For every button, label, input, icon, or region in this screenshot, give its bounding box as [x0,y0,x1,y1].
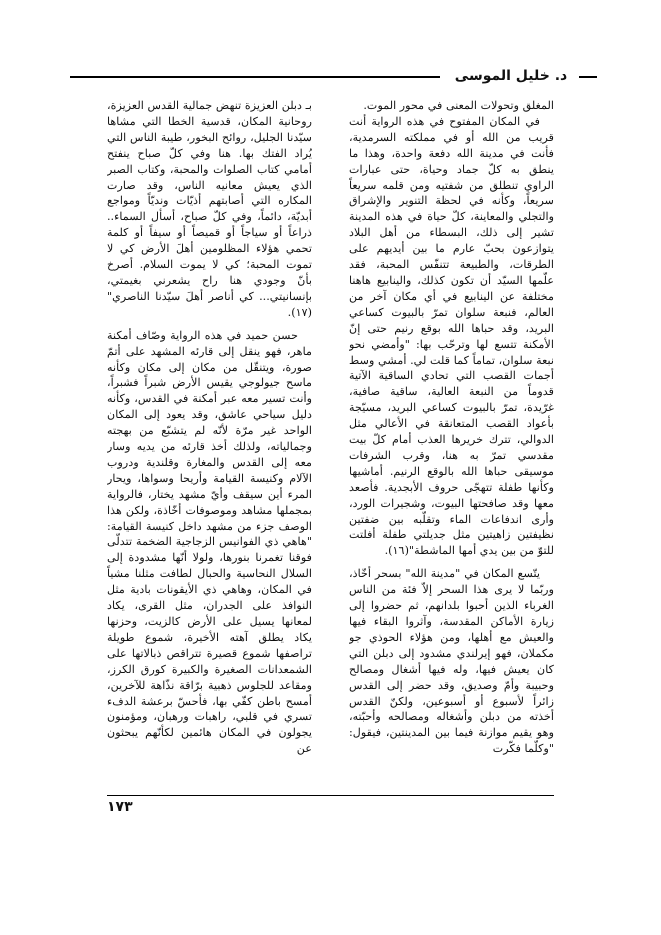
header-rule-left [70,76,440,78]
footer-rule [107,795,554,796]
paragraph: يتّسع المكان في "مدينة الله" بسحر أخّاذ، وربّما لا يرى هذا السحر إلاّ فئة من الناس الغرباء الذين أحبوا بلدانهم، ثم حضروا إلى زيارة الأماكن المقدسة، وآثروا البقاء فيها والعيش مع أهلها، ومن هؤلاء الحوذي جو مكملان، فهو إيرلندي مشدود إلى دبلن التي كان يعيش فيها، وله فيها أشغال ومصالح وحبيبة وأمّ وصديق، وقد حضر إلى القدس زائراً لأسبوع أو أسبوعين، ولكنّ القدس أخذته من دبلن وأشغاله ومصالحه وأحبّته، وهو يقيم موازنة فيما بين المدينتين، فيقول: "وكلّما فكّرت [349,567,554,756]
paragraph: في المكان المفتوح في هذه الرواية أنت قريب من الله أو في مملكته السرمدية، فأنت في مدينة الله دفعة واحدة، وهذا ما ينطق به كلّ جماد وحياة، حتى عبارات الراوي تنطلق من شفتيه ومن قلمه سريعاً سريعاً، وكأنه في لحظة التنوير والإشراق والتجلي والمعاينة، كلّ حياة في هذه المدينة تشير إلى ذلك، البسطاء من أهل البلاد يتوازعون بحبّ عارم ما بين أيديهم على الطرقات، والطبيعة تتنفّس المحبة، فقد علّمها السيّد أن تكون كذلك، والينابيع هاهنا مختلفة عن الينابيع في أي مكان آخر من العالم، فنبعة سلوان تمرّ بالبيوت كساعي البريد، وقد حباها الله بوقع رنيم حتى إنّ الأمكنة تتسع لها وترحّب بها: "وأمضي نحو نبعة سلوان، تماماً كما قلت لي. أمشي وسط أجمات القصب التي تحادي الساقية الآتية قدوماً من النبعة العالية، ساقية صافية، غرّيدة، تمرّ بالبيوت كساعي البريد، مسيّجة بأعواد القصب المتعانقة في الأعالي مثل الدوالي، تترك خريرها العذب أمام كلّ بيت مقدسي تمرّ به هنا، وقرب الشرفات موسيقى حباها الله بالوقع الرنيم. أماشيها وكأنها طفلة تتهجّى حروف الأبجدية. فأصعد معها وقد صافحتها البيوت، وشجيرات الورد، وأرى اندفاعات الماء وتقلّبه بين ضفتين نظيفتين زاهيتين مثل جديلتي طفلة أفلتت للتوّ من بين يدي أمها الماشطة"(١٦). [349,114,554,558]
paragraph: بـ دبلن العزيزة تنهض جمالية القدس العزيزة، روحانية المكان، قدسية الخطا التي مشاها سيّدنا الجليل، روائح البخور، طيبة الناس التي يُراد الفتك بها. هنا وفي كلّ صباح ينفتح أمامي كتاب الصلوات والمحبة، وكتاب الصبر الذي يعيش معانيه الناس، وقد صارت المكاره التي أصابتهم أذيّات ونديّاً ومواجع أبديّة، دائماً، وفي كلّ صباح، أسأل السماء.. ذراعاً أو سياجاً أو قميصاً أو سيفاً أو كلمة تحمي هؤلاء المظلومين أهلَ الأرض كي لا تموت المحبة؛ كي لا يموت السلام. أصرخ بأنّ وجودي هنا راح يشعرني بغيمتي، بإنسانيتي... كي أناصر أهلَ سيّدنا الناصري"(١٧). [107,99,312,319]
left-column [107,98,312,788]
right-column [349,98,554,788]
page-number: ١٧٣ [107,799,133,815]
author-name: د. خليل الموسى [454,68,568,84]
page-footer [107,795,554,815]
header-rule-right [579,76,597,78]
running-header [70,66,597,88]
paragraph: حسن حميد في هذه الرواية وصّاف أمكنة ماهر، فهو ينقل إلى قارئه المشهد على أتمّ صورة، ويتنقّل من مكان إلى مكان وكأنه ماسح جيولوجي يقيس الأرض شبراً فشبراً، وأنت تسير معه عبر أمكنة في القدس، وكأنه دليل سياحي عاشق، وقد يعود إلى المكان الواحد غير مرّة لأنّه لم يتشبّع من بهجته وجمالياته، ولذلك أخذ قارئه من يديه وسار معه إلى القدس والمغارة وقلندية ودروب الآلام وكنيسة القيامة وأريحا وسواها، ويحار المرء أين سيقف وأيّ مشهد يختار، فالرواية بمجملها مشاهد وموصوفات أخّاذة، ولكن هذا الوصف جزء من مشهد داخل كنيسة القيامة: "هاهي ذي الفوانيس الزجاجية الضخمة تتدلّى فوقنا تغمرنا بنورها، ولولا أنّها مشدودة إلى السلال النحاسية والحبال لطافت مثلنا مشياً في المكان، وهاهي ذي الأيقونات بادية مثل النوافذ على الجدران، مثل القرى، يكاد لمعانها يسيل على الأرض كالزيت، وحزنها يكاد يطلق آهته الأخيرة، شموع طويلة تراصفها شموع قصيرة تتراقص ذبالاتها على الشمعدانات الصغيرة والكبيرة كورق الكرز، ومقاعد للجلوس ذهبية برّاقة نذّاهة للآخرين، أمسح باطن كفّي بها، فأحسّ برعشة الدفء تسري في قلبي، راهبات ورهبان، ومؤمنون يجولون في المكان هائمين لكأنّهم يبحثون عن [107,328,312,756]
body-text [107,98,554,788]
paragraph: المغلق وتحولات المعنى في محور الموت. [363,99,554,112]
